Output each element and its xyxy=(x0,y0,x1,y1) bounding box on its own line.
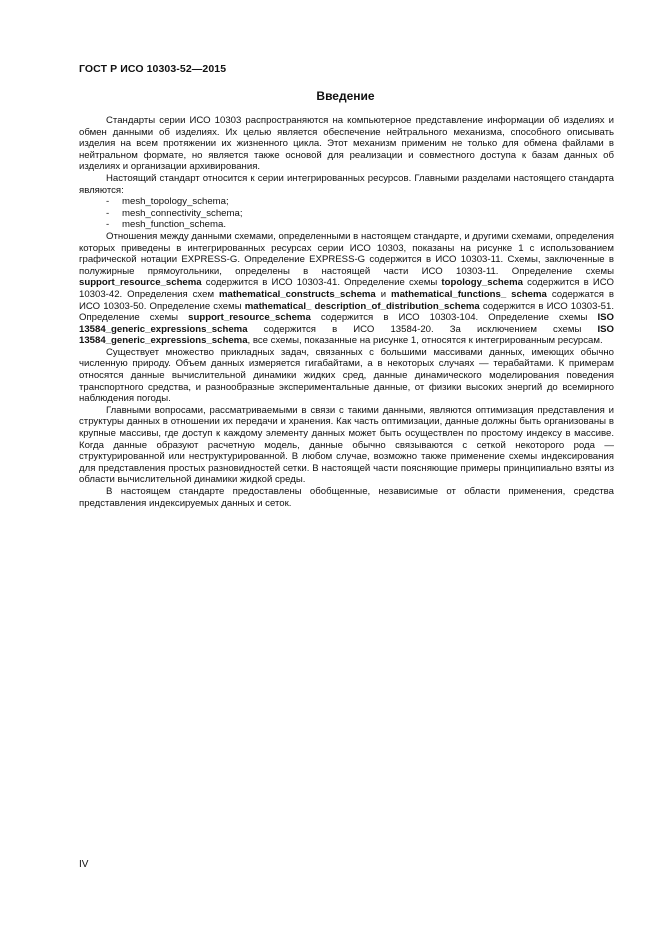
schema-name: ISO 13584_generic_expressions_schema xyxy=(79,323,614,347)
paragraph-relations xyxy=(79,231,614,347)
paragraph-summary: В настоящем стандарте предоставлены обобщенные, независимые от области применения, средства представления индексируемых данных и сеток. xyxy=(79,486,614,509)
paragraph-scope: Настоящий стандарт относится к серии интегрированных ресурсов. Главными разделами настоящего стандарта являются: xyxy=(79,172,614,196)
paragraph-intro: Стандарты серии ИСО 10303 распространяются на компьютерное представление информации об изделиях и обмен данными об изделиях. Их целью является обеспечение нейтрального механизма, способного описывать изделия на всем протяжении их жизненного цикла. Этот механизм применим не только для обмена файлами в нейтральном формате, но является также основой для реализации и совместного доступа к базам данных об изделиях и организации архивирования. xyxy=(79,115,614,173)
standard-header: ГОСТ Р ИСО 10303-52—2015 xyxy=(79,63,227,75)
schema-name: mathematical_functions_ schema xyxy=(391,288,547,300)
text-run: содержится в ИСО 10303-51. Определение схемы xyxy=(79,300,614,324)
schema-name: mathematical_ description_of_distribution_schema xyxy=(244,300,480,312)
schema-name: support_resource_schema xyxy=(79,277,202,289)
list-dash: - xyxy=(106,207,110,219)
schema-name: topology_schema xyxy=(441,277,523,289)
text-run: , все схемы, показанные на рисунке 1, относятся к интегрированным ресурсам. xyxy=(247,335,603,347)
list-item-text: mesh_function_schema. xyxy=(122,219,226,231)
schema-list xyxy=(79,196,614,231)
list-item xyxy=(79,219,614,231)
text-run: содержится в ИСО 10303-104. Определение схемы xyxy=(310,312,598,324)
page-number: IV xyxy=(79,859,89,870)
text-run: Отношения между данными схемами, определенными в настоящем стандарте, и другими схемами, определения которых приведены в интегрированных ресурсах серии ИСО 10303, показаны на рисунке 1 с использованием графической нотации EXPRESS-G. Определение EXPRESS-G содержится в ИСО 10303-11. Схемы, заключенные в полужирные прямоугольники, определены в настоящей части ИСО 10303-11. Определение схемы xyxy=(79,230,614,277)
text-run: содержатся в ИСО 10303-50. Определение схемы xyxy=(79,288,614,312)
text-run: и xyxy=(375,288,392,300)
schema-name: ISO 13584_generic_expressions_schema xyxy=(79,312,614,335)
body-text xyxy=(79,115,614,509)
section-title: Введение xyxy=(316,89,375,103)
list-dash: - xyxy=(106,219,110,231)
paragraph-optimization: Главными вопросами, рассматриваемыми в связи с такими данными, являются оптимизация представления и структуры данных в отношении их передачи и хранения. Как часть оптимизации, данные должны быть организованы в крупные массивы, где доступ к каждому элементу данных может быть осуществлен по простому индексу в массиве. Когда данные образуют расчетную модель, данные обычно связываются с сеткой некоторого рода — структурированной или неструктурированной. В любом случае, возможно также применение схемы индексирования для представления простых разновидностей сетки. В настоящей части поясняющие примеры принципиально взяты из области вычислительной динамики жидкой среды. xyxy=(79,404,614,486)
text-run: содержится в ИСО 10303-41. Определение схемы xyxy=(201,277,442,289)
schema-name: mathematical_constructs_schema xyxy=(219,288,376,300)
list-item-text: mesh_connectivity_schema; xyxy=(122,207,243,219)
schema-name: support_resource_schema xyxy=(188,312,311,324)
paragraph-applications: Существует множество прикладных задач, связанных с большими массивами данных, имеющих обычно численную природу. Объем данных измеряется гигабайтами, а в некоторых случаях — терабайтами. К примерам относятся данные вычислительной динамики жидких сред, данные динамического моделирования поведения транспортного средства, и разнообразные экспериментальные данные, от физики высоких энергий до всемирного наблюдения погоды. xyxy=(79,346,614,405)
text-run: содержится в ИСО 10303-42. Определения схем xyxy=(79,277,614,300)
list-dash: - xyxy=(106,196,110,208)
list-item xyxy=(79,196,614,208)
list-item xyxy=(79,208,614,220)
text-run: содержится в ИСО 13584-20. За исключением схемы xyxy=(247,323,598,335)
list-item-text: mesh_topology_schema; xyxy=(122,196,229,208)
